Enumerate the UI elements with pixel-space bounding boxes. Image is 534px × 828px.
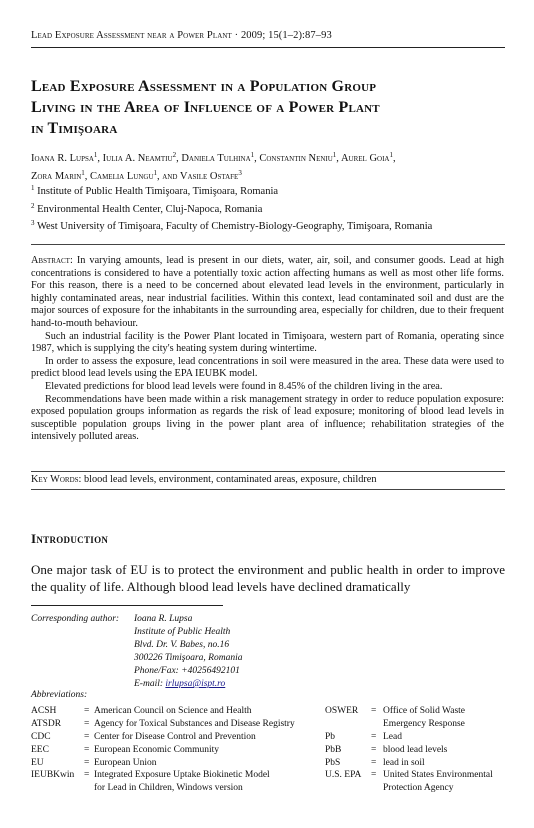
abbreviation: PbB [325, 744, 342, 755]
abstract [31, 255, 504, 444]
abbreviation: Pb [325, 731, 336, 742]
equals-sign: = [84, 706, 90, 716]
author-affiliation-mark: 1 [81, 169, 85, 177]
abbreviation: PbS [325, 757, 341, 768]
abbreviation-definition: United States Environmental [383, 770, 493, 781]
author-name: Camelia Lungu [90, 171, 154, 182]
abbreviation-definition: Center for Disease Control and Prevention [94, 731, 256, 742]
abstract-paragraph-1: Abstract: In varying amounts, lead is present in our diets, water, air, soil, and consumer goods. Lead at high concentrations is considered to have a potentially toxic action affecting humans as well as most other life forms. For this reason, there is a need to be concerned about elevated lead levels in the environment, particularly in highly contaminated areas, near industrial facilities. Within this context, lead contaminated soil and dust are the major sources of exposure for the inhabitants in the surrounding area, especially for children, due to their frequent hand-to-mouth behaviour. [31, 255, 504, 329]
author [31, 153, 103, 164]
author-name: Zora Marin [31, 171, 82, 182]
abbreviation-definition: for Lead in Children, Windows version [94, 783, 243, 794]
article-title [31, 76, 511, 139]
address-line: Institute of Public Health [134, 627, 231, 637]
abbreviation-definition: European Economic Community [94, 744, 220, 755]
author-affiliation-mark: 3 [238, 169, 242, 177]
author [180, 171, 242, 182]
title-line-3: in Timişoara [31, 120, 118, 137]
abbreviations-right-column [325, 705, 515, 795]
abbreviation-definition: blood lead levels [383, 744, 448, 755]
author-separator: , [392, 153, 396, 164]
author [103, 153, 182, 164]
author [90, 171, 180, 182]
equals-sign: = [371, 757, 377, 768]
abstract-paragraph-3: In order to assess the exposure, lead concentrations in soil were measured in the area. These data were used to predict blood lead levels using the EPA IEUBK model. [31, 355, 504, 380]
abbreviation-row [325, 769, 515, 782]
abbreviation-definition: Agency for Toxical Substances and Disease Registry [94, 718, 295, 729]
abstract-top-rule [31, 244, 505, 245]
running-title: Lead Exposure Assessment near a Power Plant [31, 30, 232, 41]
corresponding-author-label: Corresponding author: [31, 614, 120, 624]
affiliation-2: $^2$ Environmental Health Center, Cluj-Napoca, Romania [31, 202, 263, 215]
abbreviation-definition: Office of Solid Waste [383, 706, 465, 716]
equals-sign: = [371, 731, 377, 742]
equals-sign: = [84, 718, 90, 729]
equals-sign: = [84, 757, 90, 768]
abbreviation-definition: European Union [94, 757, 157, 768]
running-header [31, 30, 505, 41]
author [31, 171, 90, 182]
abbreviation: CDC [31, 731, 51, 742]
abbreviation-definition: Lead [383, 731, 402, 742]
abbreviation-row [325, 782, 515, 795]
title-line-2: Living in the Area of Influence of a Power Plant [31, 99, 380, 116]
affiliation-3: $^3$ West University of Timişoara, Faculty of Chemistry-Biology-Geography, Timişoara, Romania [31, 219, 433, 232]
author-name: Aurel Goia [340, 153, 390, 164]
affiliation-1: $^1$ Institute of Public Health Timişoara, Timişoara, Romania [31, 184, 279, 197]
author-separator: , [84, 171, 91, 182]
abstract-paragraph-5: Recommendations have been made within a risk management strategy in order to reduce population exposure: exposed population groups information as regards the risk of lead exposure; monitoring of blood lead levels in susceptible population groups living in the power plant area of influence; rehabilitation strategies of the intensively polluted areas. [31, 393, 504, 443]
abbreviations-title: Abbreviations: [31, 690, 88, 700]
abbreviation-row [325, 731, 515, 744]
email-line: E-mail: irlupsa@ispt.ro [134, 679, 226, 689]
header-divider [31, 47, 505, 48]
abbreviation-definition: lead in soil [383, 757, 425, 768]
author-affiliation-mark: 1 [93, 151, 98, 159]
abbreviation-definition: Protection Agency [383, 783, 454, 794]
keywords-text: blood lead levels, environment, contaminated areas, exposure, children [81, 474, 377, 485]
author-name: Ioana R. Lupsa [31, 153, 94, 164]
equals-sign: = [371, 706, 377, 716]
abbreviation: ACSH [31, 706, 57, 716]
abbreviation-definition: American Council on Science and Health [94, 706, 252, 716]
equals-sign: = [371, 744, 377, 755]
equals-sign: = [84, 770, 90, 781]
address-line: Ioana R. Lupsa [134, 614, 193, 624]
address-line: 300226 Timişoara, Romania [134, 653, 243, 663]
abbreviation: U.S. EPA [325, 770, 362, 781]
author [341, 153, 396, 164]
abbreviation: IEUBKwin [31, 770, 75, 781]
email-link[interactable]: irlupsa@ispt.ro [165, 679, 226, 689]
author-affiliation-mark: 1 [332, 151, 337, 159]
author-name: Daniela Tulhina [181, 153, 251, 164]
author-separator: , [254, 153, 260, 164]
equals-sign: = [371, 770, 377, 781]
author-separator: , [336, 153, 341, 164]
author-affiliation-mark: 2 [172, 151, 177, 159]
author-separator: , [176, 153, 182, 164]
footnote-rule [31, 605, 223, 606]
address-line: Phone/Fax: +40256492101 [134, 666, 240, 676]
keywords-label: Key Words: [31, 474, 82, 485]
address-line: Blvd. Dr. V. Babes, no.16 [134, 640, 230, 650]
abbreviation-row [325, 744, 515, 757]
author-affiliation-mark: 1 [153, 169, 157, 177]
abbreviation-definition: Integrated Exposure Uptake Biokinetic Model [94, 770, 270, 781]
author-name: Iulia A. Neamtiu [102, 153, 173, 164]
section-heading: Introduction [31, 531, 109, 546]
abstract-paragraph-2: Such an industrial facility is the Power Plant located in Timişoara, western part of Romania, operating since 1987, which is supplying the city's heating system during wintertime. [31, 330, 504, 355]
keywords-top-rule [31, 471, 505, 472]
corresponding-address [134, 613, 242, 691]
abbreviation-row [325, 705, 515, 718]
body-text: One major task of EU is to protect the environment and public health in order to improve the quality of life. Although blood lead levels have declined dramatically [31, 562, 505, 594]
abbreviation: EU [31, 757, 44, 768]
equals-sign: = [84, 731, 90, 742]
keywords [31, 474, 505, 485]
abbreviation-row [325, 718, 515, 731]
author-affiliation-mark: 1 [250, 151, 255, 159]
author-affiliation-mark: 1 [389, 151, 393, 159]
abbreviation-definition: Emergency Response [383, 718, 465, 729]
abbreviation: OSWER [325, 706, 359, 716]
abbreviation: ATSDR [31, 718, 62, 729]
author-separator: , and [157, 171, 180, 182]
journal-citation: · 2009; 15(1–2):87–93 [231, 30, 332, 41]
author-separator: , [97, 153, 103, 164]
keywords-bottom-rule [31, 489, 505, 490]
author-name: Constantin Neniu [259, 153, 333, 164]
abstract-paragraph-4: Elevated predictions for blood lead levels were found in 8.45% of the children living in the area. [45, 380, 443, 392]
title-line-1: Lead Exposure Assessment in a Population Group [31, 78, 377, 95]
author-list [31, 150, 511, 186]
abbreviation: EEC [31, 744, 49, 755]
author [259, 153, 341, 164]
equals-sign: = [84, 744, 90, 755]
author-name: Vasile Ostafe [179, 171, 239, 182]
abstract-label: Abstract: [31, 255, 73, 266]
author [181, 153, 259, 164]
abbreviation-row [325, 757, 515, 770]
